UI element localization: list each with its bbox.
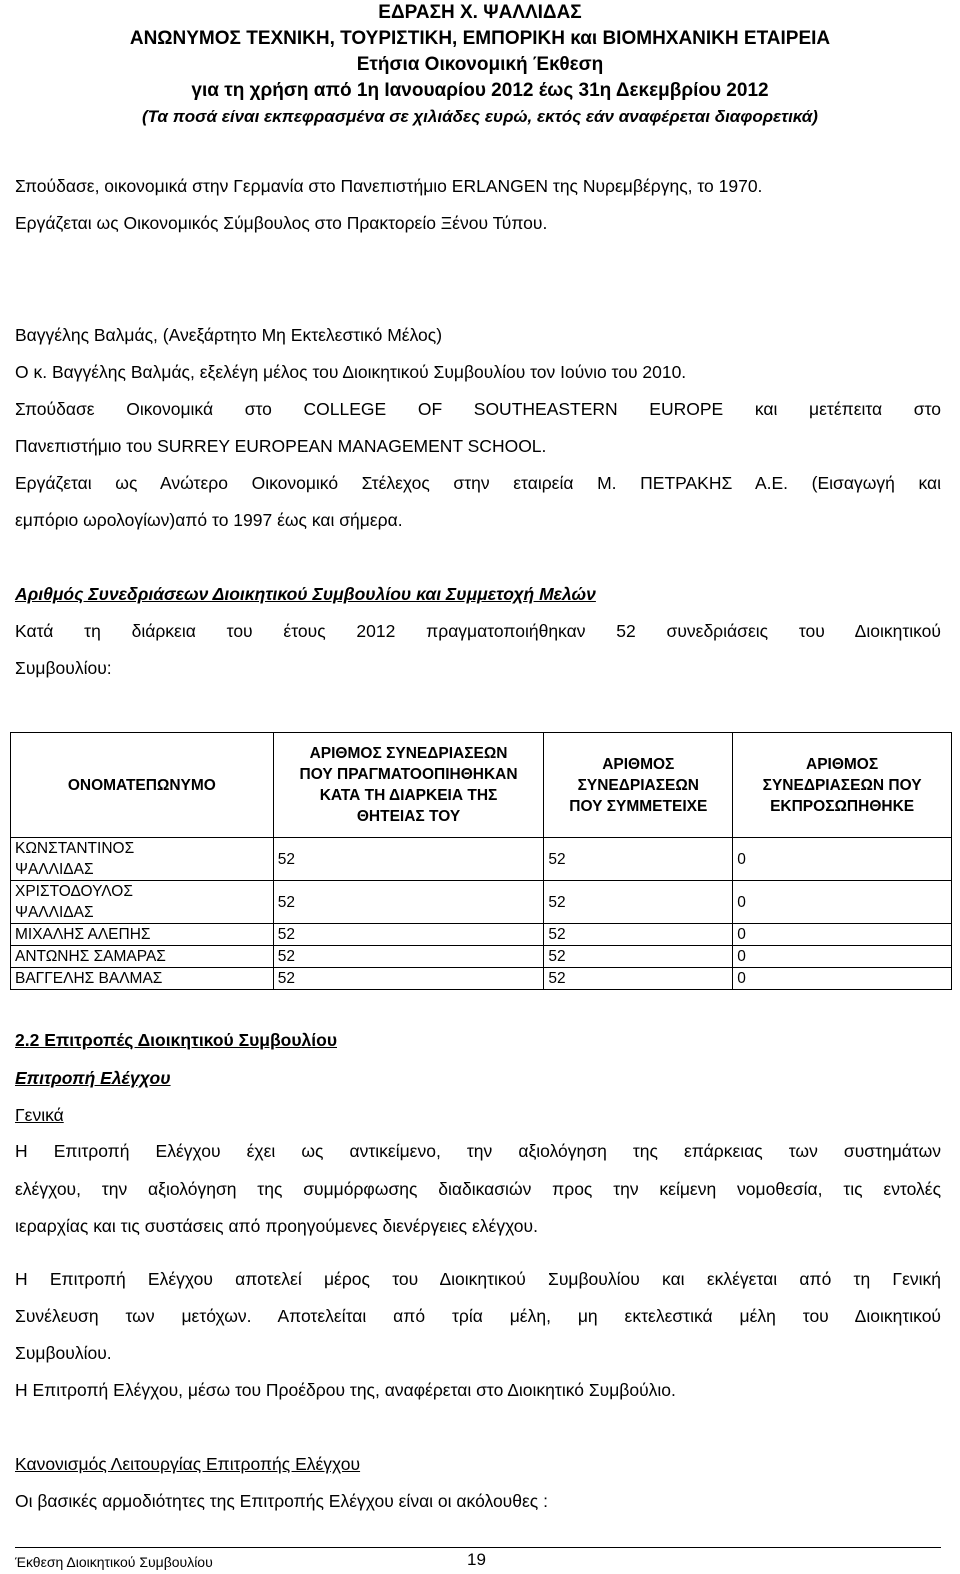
meetings-represented: 0 bbox=[733, 968, 952, 990]
member-name: ΑΝΤΩΝΗΣ ΣΑΜΑΡΑΣ bbox=[11, 946, 274, 968]
bio2-line-4: Πανεπιστήμιο του SURREY EUROPEAN MANAGEMENT SCHOOL. bbox=[15, 436, 547, 456]
bio2-line-2: Ο κ. Βαγγέλης Βαλμάς, εξελέγη μέλος του Διοικητικού Συμβουλίου τον Ιούνιο του 2010. bbox=[15, 362, 687, 382]
meetings-held: 52 bbox=[273, 968, 544, 990]
bio1-line-2: Εργάζεται ως Οικονομικός Σύμβουλος στο Πρακτορείο Ξένου Τύπου. bbox=[15, 213, 548, 233]
bio2-line-1: Βαγγέλης Βαλμάς, (Ανεξάρτητο Μη Εκτελεστικό Μέλος) bbox=[15, 325, 443, 345]
committees-heading: 2.2 Επιτροπές Διοικητικού Συμβουλίου bbox=[15, 1030, 338, 1050]
member-name: ΜΙΧΑΛΗΣ ΑΛΕΠΗΣ bbox=[11, 924, 274, 946]
table-row bbox=[11, 968, 952, 990]
member-name: ΧΡΙΣΤΟΔΟΥΛΟΣ ΨΑΛΛΙΔΑΣ bbox=[11, 881, 274, 924]
meetings-held: 52 bbox=[273, 838, 544, 881]
page-number: 19 bbox=[467, 1550, 486, 1569]
table-row bbox=[11, 946, 952, 968]
para2-line-2: Συνέλευση των μετόχων. Αποτελείται από τρία μέλη, μη εκτελεστικά μέλη του Διοικητικού bbox=[15, 1306, 941, 1326]
meetings-held: 52 bbox=[273, 924, 544, 946]
meetings-attended: 52 bbox=[544, 838, 733, 881]
company-short-name: ΕΔΡΑΣΗ Χ. ΨΑΛΛΙΔΑΣ bbox=[378, 2, 582, 23]
general-label: Γενικά bbox=[15, 1105, 64, 1125]
meetings-held: 52 bbox=[273, 946, 544, 968]
table-row bbox=[11, 924, 952, 946]
header-meetings-attended: ΑΡΙΘΜΟΣ ΣΥΝΕΔΡΙΑΣΕΩΝ ΠΟΥ ΣΥΜΜΕΤΕΙΧΕ bbox=[544, 733, 733, 838]
para1-line-1: Η Επιτροπή Ελέγχου έχει ως αντικείμενο, την αξιολόγηση της επάρκειας των συστημάτων bbox=[15, 1141, 941, 1161]
meetings-heading: Αριθμός Συνεδριάσεων Διοικητικού Συμβουλίου και Συμμετοχή Μελών bbox=[15, 584, 596, 604]
meetings-represented: 0 bbox=[733, 924, 952, 946]
footer-label: Έκθεση Διοικητικού Συμβουλίου bbox=[15, 1554, 213, 1570]
bio2-line-5: Εργάζεται ως Ανώτερο Οικονομικό Στέλεχος στην εταιρεία Μ. ΠΕΤΡΑΚΗΣ Α.Ε. (Εισαγωγή και bbox=[15, 473, 941, 493]
meetings-line-2: Συμβουλίου: bbox=[15, 658, 112, 678]
document-header bbox=[0, 0, 960, 130]
header-name: ΟΝΟΜΑΤΕΠΩΝΥΜΟ bbox=[11, 733, 274, 838]
header-meetings-held: ΑΡΙΘΜΟΣ ΣΥΝΕΔΡΙΑΣΕΩΝ ΠΟΥ ΠΡΑΓΜΑΤΟΟΠΙΗΘΗΚΑΝ ΚΑΤΑ ΤΗ ΔΙΑΡΚΕΙΑ ΤΗΣ ΘΗΤΕΙΑΣ ΤΟΥ bbox=[273, 733, 544, 838]
meetings-attended: 52 bbox=[544, 968, 733, 990]
meetings-represented: 0 bbox=[733, 881, 952, 924]
para1-line-3: ιεραρχίας και τις συστάσεις από προηγούμενες διενέργειες ελέγχου. bbox=[15, 1216, 538, 1236]
report-period: για τη χρήση από 1η Ιανουαρίου 2012 έως 31η Δεκεμβρίου 2012 bbox=[191, 80, 769, 101]
member-name: ΒΑΓΓΕΛΗΣ ΒΑΛΜΑΣ bbox=[11, 968, 274, 990]
header-meetings-represented: ΑΡΙΘΜΟΣ ΣΥΝΕΔΡΙΑΣΕΩΝ ΠΟΥ ΕΚΠΡΟΣΩΠΗΘΗΚΕ bbox=[733, 733, 952, 838]
bio2-line-3: Σπούδασε Οικονομικά στο COLLEGE OF SOUTHEASTERN EUROPE και μετέπειτα στο bbox=[15, 399, 941, 419]
report-title: Ετήσια Οικονομική Έκθεση bbox=[356, 54, 604, 75]
meetings-line-1: Κατά τη διάρκεια του έτους 2012 πραγματοποιήθηκαν 52 συνεδριάσεις του Διοικητικού bbox=[15, 621, 941, 641]
para2-line-3: Συμβουλίου. bbox=[15, 1343, 112, 1363]
meetings-represented: 0 bbox=[733, 946, 952, 968]
regulation-heading: Κανονισμός Λειτουργίας Επιτροπής Ελέγχου bbox=[15, 1454, 361, 1474]
company-full-name: ΑΝΩΝΥΜΟΣ ΤΕΧΝΙΚΗ, ΤΟΥΡΙΣΤΙΚΗ, ΕΜΠΟΡΙΚΗ και ΒΙΟΜΗΧΑΝΙΚΗ ΕΤΑΙΡΕΙΑ bbox=[129, 28, 831, 49]
bio2-line-6: εμπόριο ωρολογίων)από το 1997 έως και σήμερα. bbox=[15, 510, 403, 530]
para3: Η Επιτροπή Ελέγχου, μέσω του Προέδρου της, αναφέρεται στο Διοικητικό Συμβούλιο. bbox=[15, 1380, 676, 1400]
page-footer bbox=[15, 1547, 941, 1574]
para1-line-2: ελέγχου, την αξιολόγηση της συμμόρφωσης διαδικασιών προς την κείμενη νομοθεσία, τις εντολές bbox=[15, 1179, 941, 1199]
bio1-line-1: Σπούδασε, οικονομικά στην Γερμανία στο Πανεπιστήμιο ERLANGEN της Νυρεμβέργης, το 1970. bbox=[15, 176, 763, 196]
regulation-intro: Οι βασικές αρμοδιότητες της Επιτροπής Ελέγχου είναι οι ακόλουθες : bbox=[15, 1491, 548, 1511]
audit-committee-heading: Επιτροπή Ελέγχου bbox=[15, 1068, 171, 1088]
meetings-attended: 52 bbox=[544, 924, 733, 946]
table-row bbox=[11, 881, 952, 924]
meetings-attended: 52 bbox=[544, 881, 733, 924]
meetings-represented: 0 bbox=[733, 838, 952, 881]
meetings-held: 52 bbox=[273, 881, 544, 924]
member-name: ΚΩΝΣΤΑΝΤΙΝΟΣ ΨΑΛΛΙΔΑΣ bbox=[11, 838, 274, 881]
table-header-row bbox=[11, 733, 952, 838]
para2-line-1: Η Επιτροπή Ελέγχου αποτελεί μέρος του Διοικητικού Συμβουλίου και εκλέγεται από τη Γενική bbox=[15, 1269, 941, 1289]
currency-note: (Τα ποσά είναι εκπεφρασμένα σε χιλιάδες ευρώ, εκτός εάν αναφέρεται διαφορετικά) bbox=[142, 107, 818, 126]
meetings-attended: 52 bbox=[544, 946, 733, 968]
meetings-table bbox=[10, 732, 952, 990]
table-row bbox=[11, 838, 952, 881]
